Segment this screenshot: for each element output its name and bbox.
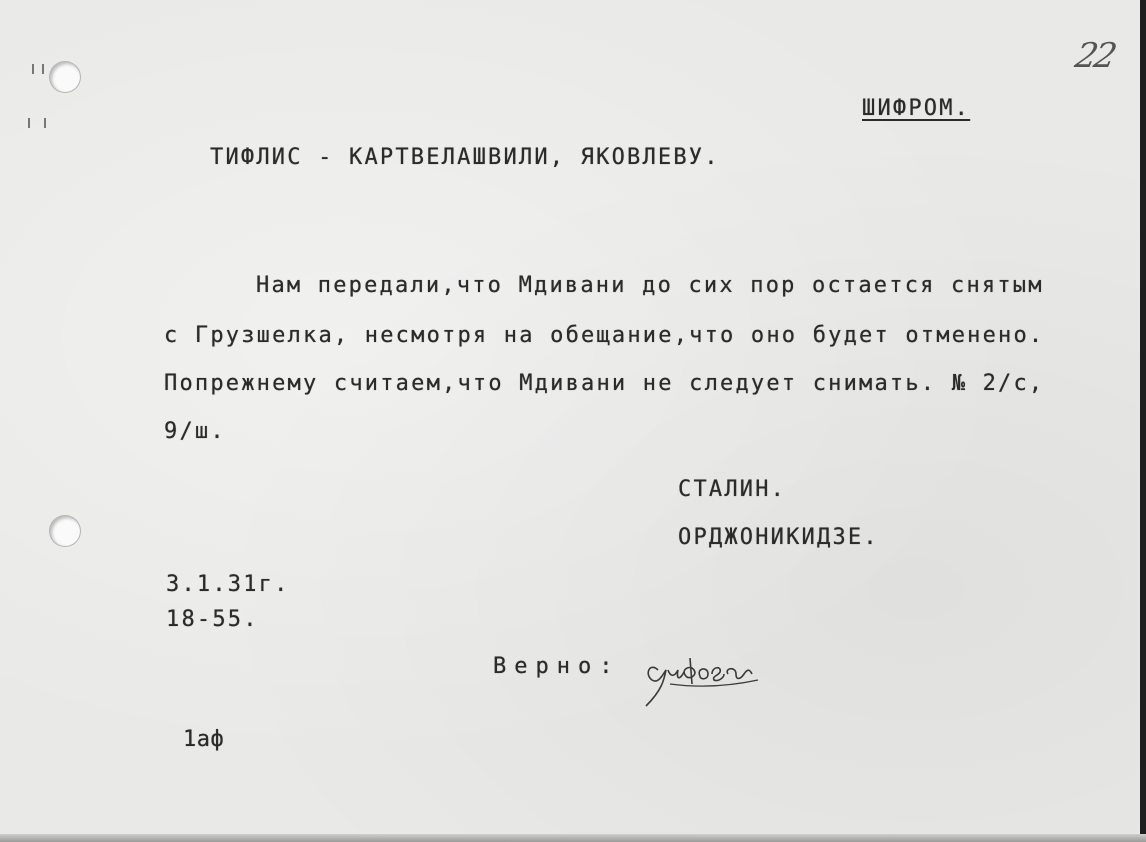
margin-mark bbox=[28, 118, 30, 128]
body-line: с Грузшелка, несмотря на обещание,что оно будет отменено. bbox=[164, 323, 1045, 348]
body-line: 9/ш. bbox=[164, 419, 226, 444]
signatory-ordzhonikidze: ОРДЖОНИКИДЗЕ. bbox=[678, 525, 879, 550]
document-time: 18-55. bbox=[166, 607, 259, 632]
body-line: Нам передали,что Мдивани до сих пор остается снятым bbox=[256, 273, 1044, 298]
margin-mark bbox=[32, 64, 34, 74]
scan-edge-bottom bbox=[0, 834, 1146, 842]
copy-code: 1аф bbox=[183, 727, 225, 752]
page-number: 22 bbox=[1071, 36, 1118, 76]
handwritten-signature bbox=[640, 640, 770, 710]
cipher-heading: ШИФРОМ. bbox=[862, 96, 971, 121]
signatory-stalin: СТАЛИН. bbox=[678, 477, 787, 502]
margin-mark bbox=[42, 64, 44, 74]
margin-mark bbox=[44, 118, 46, 128]
document-date: 3.1.31г. bbox=[166, 572, 290, 597]
certification-label: Верно: bbox=[493, 654, 621, 679]
punch-hole-bottom bbox=[50, 516, 80, 546]
punch-hole-top bbox=[50, 62, 80, 92]
body-line: Попрежнему считаем,что Мдивани не следует снимать. № 2/с, bbox=[164, 371, 1045, 396]
addressee-line: ТИФЛИС - КАРТВЕЛАШВИЛИ, ЯКОВЛЕВУ. bbox=[210, 145, 720, 170]
scan-edge-right bbox=[1140, 0, 1146, 842]
